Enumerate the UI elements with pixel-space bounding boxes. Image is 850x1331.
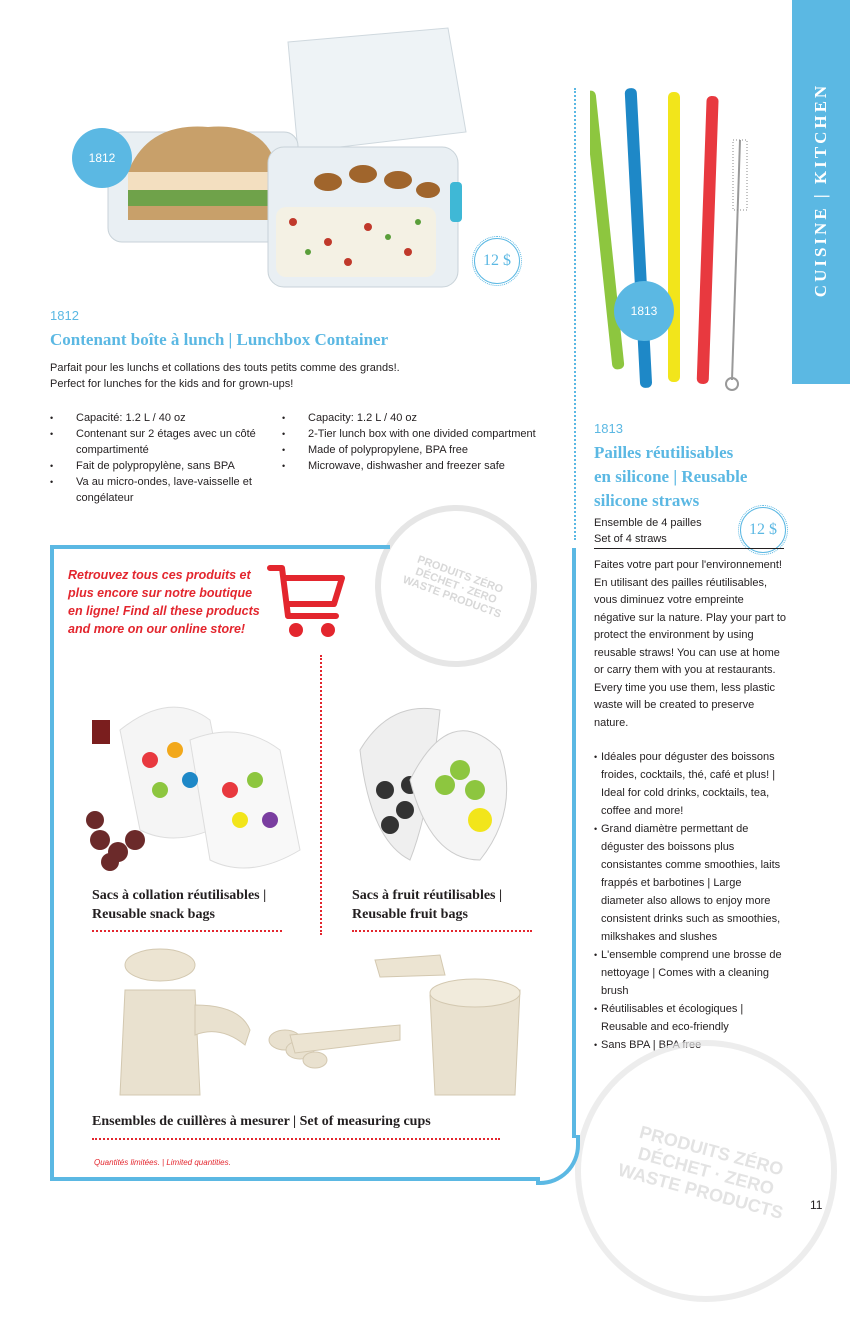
lunchbox-desc-en: Perfect for lunches for the kids and for grown-ups! <box>50 378 294 390</box>
measuring-cups-rule <box>92 1138 500 1140</box>
straws-price: 12 $ <box>740 507 786 553</box>
straws-bullets <box>594 748 786 1054</box>
straws-bullet: • Grand diamètre permettant de déguster des boissons plus consistantes comme smoothies, laits frappés et barbotines | Large diameter also allows to enjoy more consistent drinks such as smoothies, milkshakes and slushes <box>594 820 786 946</box>
lunchbox-price: 12 $ <box>474 238 520 284</box>
spec-item: • Va au micro-ondes, lave-vaisselle et congélateur <box>50 474 265 506</box>
stamp-text: PRODUITS ZÉRO DÉCHET · ZERO WASTE PRODUCTS <box>401 553 505 621</box>
promo-divider <box>320 655 322 935</box>
spec-item: • Microwave, dishwasher and freezer safe <box>282 458 562 474</box>
spec-item: • Fait de polypropylène, sans BPA <box>50 458 265 474</box>
promo-frame-top <box>50 545 390 549</box>
straws-bullet: • Réutilisables et écologiques | Reusable and eco-friendly <box>594 1000 786 1036</box>
lunchbox-specs-fr <box>50 410 265 506</box>
straws-title-line: Pailles réutilisables <box>594 443 734 462</box>
column-divider <box>574 88 576 540</box>
measuring-cups-photo <box>100 945 550 1105</box>
straws-bullet: • Idéales pour déguster des boissons froides, cocktails, thé, café et plus! | Ideal for cold drinks, cocktails, tea, coffee and more! <box>594 748 786 820</box>
straws-code-badge: 1813 <box>614 281 674 341</box>
lunchbox-specs-en <box>282 410 562 474</box>
straws-title-line: en silicone | Reusable <box>594 467 748 486</box>
spec-item: • 2-Tier lunch box with one divided compartment <box>282 426 562 442</box>
fruit-bags-rule <box>352 930 532 932</box>
lunchbox-title: Contenant boîte à lunch | Lunchbox Container <box>50 330 389 349</box>
section-tab-label: CUISINE | KITCHEN <box>811 82 830 298</box>
promo-frame-right <box>572 548 576 1138</box>
lunchbox-photo <box>88 22 468 292</box>
fruit-bags-photo <box>350 690 530 880</box>
snack-bags-label: Sacs à collation réutilisables | Reusable snack bags <box>92 888 267 922</box>
promo-message: Retrouvez tous ces produits et plus encore sur notre boutique en ligne! Find all these products and more on our online store! <box>68 568 260 636</box>
straws-title <box>594 441 784 513</box>
lunchbox-code: 1812 <box>50 308 79 323</box>
zero-waste-stamp-large <box>546 1011 850 1331</box>
straws-description: Faites votre part pour l'environnement! En utilisant des pailles réutilisables, vous diminuez votre empreinte négative sur la nature. Play your part to protect the environment by using reusable straws! You can use at home or carry them with you at restaurants. Every time you use them, less plastic waste will be created to preserve nature. <box>594 559 786 729</box>
spec-item: • Contenant sur 2 étages avec un côté compartimenté <box>50 426 265 458</box>
shopping-cart-icon[interactable] <box>264 560 348 644</box>
straws-bullet: • Sans BPA | BPA free <box>594 1036 786 1054</box>
snack-bags-photo <box>80 690 310 880</box>
spec-item: • Capacité: 1.2 L / 40 oz <box>50 410 265 426</box>
straws-subtitle-rule <box>594 548 784 549</box>
limited-quantities-note: Quantités limitées. | Limited quantities. <box>94 1158 231 1167</box>
straws-bullet: • L'ensemble comprend une brosse de nettoyage | Comes with a cleaning brush <box>594 946 786 1000</box>
stamp-text-large: PRODUITS ZÉRO DÉCHET · ZERO WASTE PRODUCTS <box>615 1121 786 1223</box>
straws-code: 1813 <box>594 421 623 436</box>
measuring-cups-label: Ensembles de cuillères à mesurer | Set of measuring cups <box>92 1114 431 1129</box>
straws-subtitle-fr: Ensemble de 4 pailles <box>594 517 702 529</box>
page-number: 11 <box>810 1198 823 1212</box>
straws-subtitle-en: Set of 4 straws <box>594 533 667 545</box>
straws-photo <box>590 80 760 400</box>
zero-waste-stamp <box>352 482 560 690</box>
section-tab <box>792 0 850 384</box>
promo-frame-corner <box>536 1135 580 1185</box>
lunchbox-desc-fr: Parfait pour les lunchs et collations des touts petits comme des grands!. <box>50 362 400 374</box>
lunchbox-code-badge: 1812 <box>72 128 132 188</box>
snack-bags-rule <box>92 930 282 932</box>
promo-frame-left <box>50 545 54 1181</box>
spec-item: • Made of polypropylene, BPA free <box>282 442 562 458</box>
straws-title-line: silicone straws <box>594 491 700 510</box>
promo-frame-bottom <box>50 1177 540 1181</box>
fruit-bags-label: Sacs à fruit réutilisables | Reusable fruit bags <box>352 888 503 922</box>
spec-item: • Capacity: 1.2 L / 40 oz <box>282 410 562 426</box>
